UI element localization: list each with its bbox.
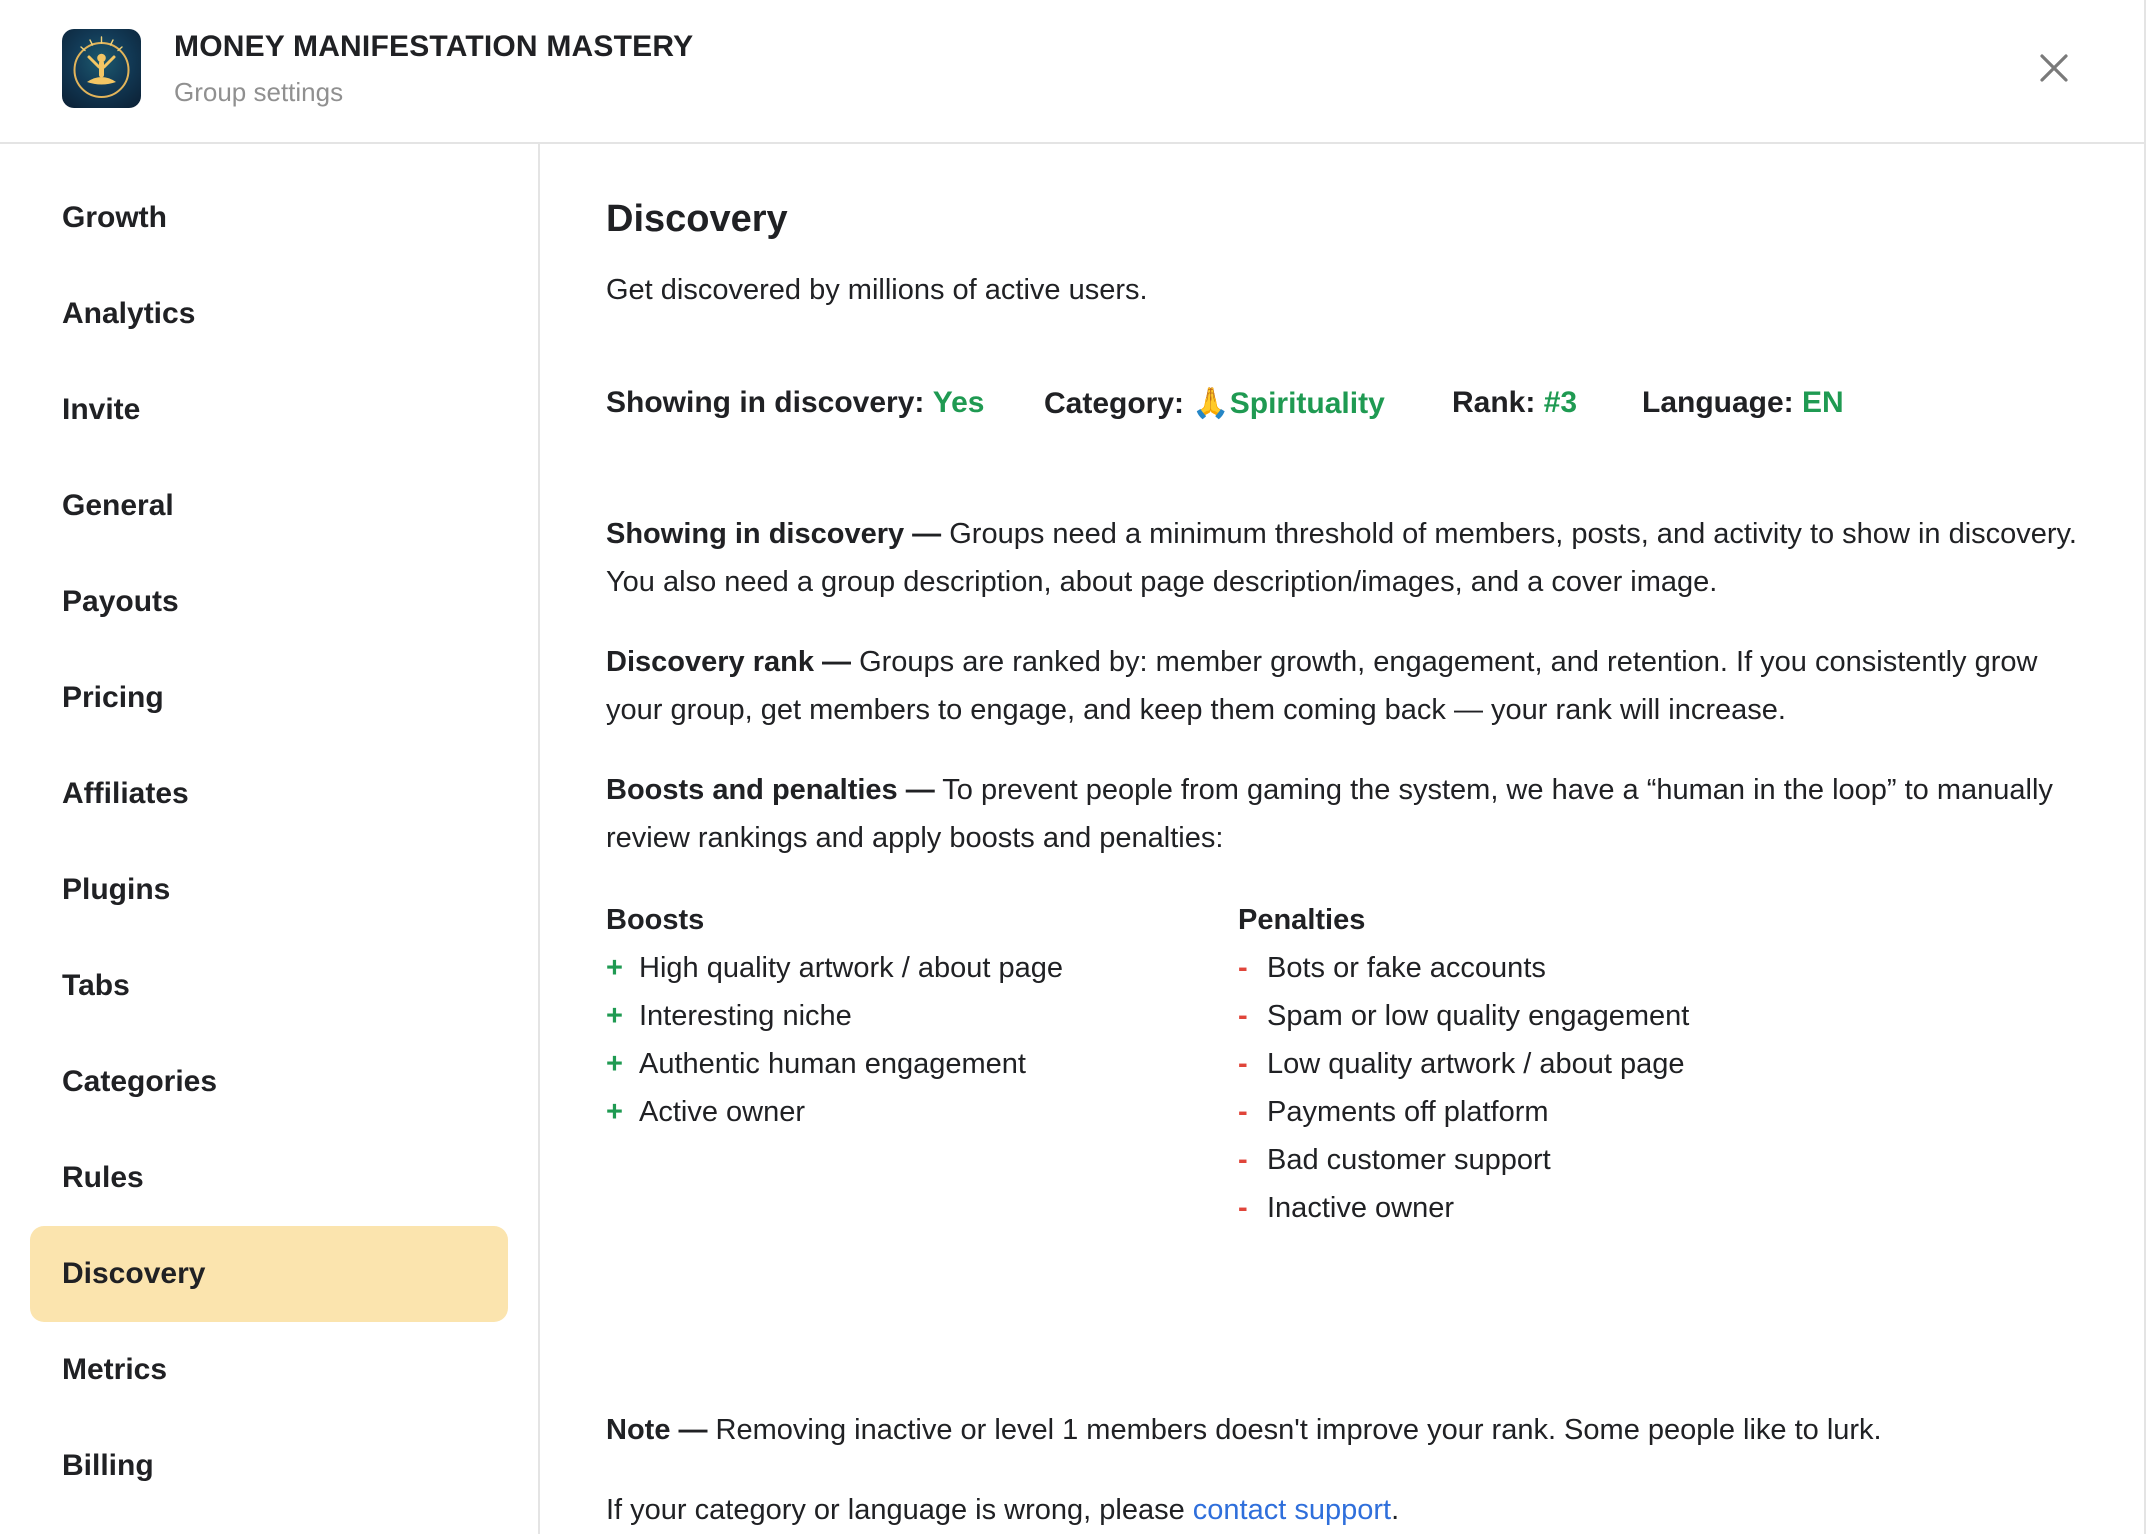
sidebar-item-discovery[interactable]: Discovery — [30, 1226, 508, 1322]
settings-sidebar — [0, 144, 540, 1534]
group-name: MONEY MANIFESTATION MASTERY — [174, 30, 694, 63]
status-language-value: EN — [1802, 386, 1844, 419]
sidebar-item-plugins[interactable]: Plugins — [62, 873, 171, 906]
penalties-list — [1238, 896, 1689, 1232]
note-text: Removing inactive or level 1 members doesn't improve your rank. Some people like to lurk. — [707, 1414, 1882, 1446]
penalty-item: Bad customer support — [1267, 1144, 1551, 1176]
list-item — [606, 1040, 1063, 1088]
note-info — [606, 1406, 2086, 1454]
status-language-label: Language: — [1642, 386, 1794, 419]
group-logo — [62, 29, 141, 108]
penalty-item: Payments off platform — [1267, 1096, 1549, 1128]
status-category-label: Category: — [1044, 387, 1185, 420]
modal-header — [0, 0, 2144, 144]
boosts-penalties-text: To prevent people from gaming the system, we have a “human in the loop” to manually review rankings and apply boosts and penalties: — [606, 774, 2053, 854]
support-info — [606, 1486, 2086, 1534]
plus-icon: + — [606, 1000, 623, 1032]
rank-text: Groups are ranked by: member growth, engagement, and retention. If you consistently grow your group, get members to engage, and keep them coming back — your rank will increase. — [606, 646, 2038, 726]
boosts-penalties-heading: Boosts and penalties — — [606, 774, 935, 806]
status-category-value: Spirituality — [1229, 387, 1385, 420]
list-item — [1238, 944, 1689, 992]
sidebar-item-growth[interactable]: Growth — [62, 201, 167, 234]
boosts-list — [606, 896, 1063, 1136]
sidebar-item-analytics[interactable]: Analytics — [62, 297, 196, 330]
sidebar-item-categories[interactable]: Categories — [62, 1065, 218, 1098]
sidebar-item-invite[interactable]: Invite — [62, 393, 141, 426]
list-item — [606, 944, 1063, 992]
plus-icon: + — [606, 952, 623, 984]
status-showing-value: Yes — [932, 386, 985, 419]
status-showing — [606, 386, 984, 420]
list-item — [1238, 1184, 1689, 1232]
minus-icon: - — [1238, 1096, 1248, 1128]
support-text: If your category or language is wrong, please — [606, 1494, 1193, 1526]
minus-icon: - — [1238, 1192, 1248, 1224]
close-button[interactable] — [2034, 48, 2074, 88]
sidebar-item-rules[interactable]: Rules — [62, 1161, 144, 1194]
list-item — [1238, 1088, 1689, 1136]
sidebar-item-metrics[interactable]: Metrics — [62, 1353, 168, 1386]
header-subtitle: Group settings — [174, 77, 344, 107]
boost-item: Authentic human engagement — [639, 1048, 1026, 1080]
penalties-title: Penalties — [1238, 904, 1366, 936]
showing-heading: Showing in discovery — — [606, 518, 942, 550]
contact-support-link[interactable]: contact support — [1192, 1494, 1392, 1526]
boost-item: Interesting niche — [639, 1000, 852, 1032]
boosts-penalties-info — [606, 766, 2086, 862]
boosts-title: Boosts — [606, 904, 705, 936]
list-item — [606, 992, 1063, 1040]
minus-icon: - — [1238, 1048, 1248, 1080]
list-item — [1238, 1040, 1689, 1088]
sidebar-item-pricing[interactable]: Pricing — [62, 681, 164, 714]
plus-icon: + — [606, 1048, 623, 1080]
sidebar-item-payouts[interactable]: Payouts — [62, 585, 179, 618]
sidebar-item-affiliates[interactable]: Affiliates — [62, 777, 189, 810]
page-subtitle: Get discovered by millions of active users. — [606, 274, 1148, 306]
showing-text: Groups need a minimum threshold of members, posts, and activity to show in discovery. You also need a group description, about page description/images, and a cover image. — [606, 518, 2077, 598]
status-rank — [1452, 386, 1577, 420]
penalty-item: Low quality artwork / about page — [1267, 1048, 1685, 1080]
sidebar-item-billing[interactable]: Billing — [62, 1449, 154, 1482]
page-title: Discovery — [606, 198, 788, 240]
list-item — [1238, 1136, 1689, 1184]
boost-item: Active owner — [639, 1096, 806, 1128]
status-rank-label: Rank: — [1452, 386, 1536, 419]
boost-item: High quality artwork / about page — [639, 952, 1063, 984]
penalty-item: Inactive owner — [1267, 1192, 1454, 1224]
status-category — [1044, 386, 1385, 421]
list-item — [1238, 992, 1689, 1040]
minus-icon: - — [1238, 1000, 1248, 1032]
close-icon — [2034, 48, 2074, 88]
status-rank-value: #3 — [1543, 386, 1578, 419]
meditation-figure-logo-icon — [62, 29, 141, 108]
status-language — [1642, 386, 1844, 420]
status-showing-label: Showing in discovery: — [606, 386, 925, 419]
support-end: . — [1391, 1494, 1400, 1526]
minus-icon: - — [1238, 952, 1248, 984]
praying-hands-icon: 🙏 — [1192, 387, 1230, 420]
sidebar-item-tabs[interactable]: Tabs — [62, 969, 130, 1002]
penalty-item: Spam or low quality engagement — [1267, 1000, 1690, 1032]
sidebar-item-general[interactable]: General — [62, 489, 174, 522]
rank-heading: Discovery rank — — [606, 646, 852, 678]
penalty-item: Bots or fake accounts — [1267, 952, 1546, 984]
discovery-rank-info — [606, 638, 2086, 734]
list-item — [606, 1088, 1063, 1136]
showing-in-discovery-info — [606, 510, 2086, 606]
note-heading: Note — — [606, 1414, 708, 1446]
plus-icon: + — [606, 1096, 623, 1128]
minus-icon: - — [1238, 1144, 1248, 1176]
